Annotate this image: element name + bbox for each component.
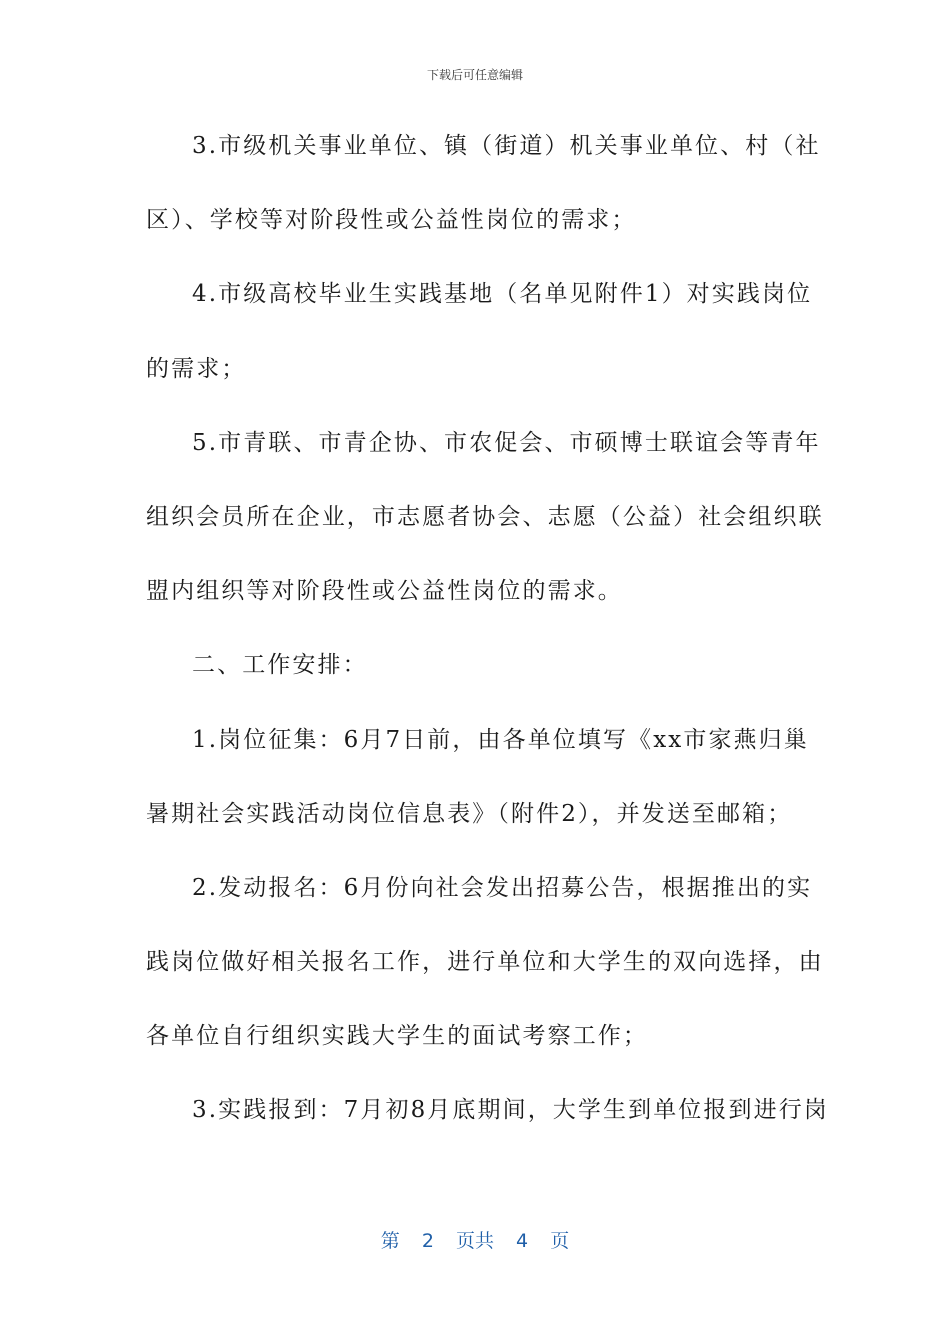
paragraph-line: 3.市级机关事业单位、镇（街道）机关事业单位、村（社 [192, 133, 821, 159]
document-body [146, 124, 829, 1163]
section-heading: 二、工作安排： [192, 652, 368, 679]
page-total: 4 [516, 1230, 529, 1252]
page-number-footer [0, 1226, 950, 1253]
paragraph-line: 4.市级高校毕业生实践基地（名单见附件1）对实践岗位 [192, 281, 813, 308]
paragraph-line: 各单位自行组织实践大学生的面试考察工作； [146, 1023, 648, 1050]
paragraph-line: 3.实践报到：7月初8月底期间，大学生到单位报到进行岗 [192, 1097, 829, 1124]
header-note: 下载后可任意编辑 [426, 68, 523, 82]
page-mid: 页共 [455, 1230, 494, 1252]
paragraph-line: 暑期社会实践活动岗位信息表》（附件2），并发送至邮箱； [146, 800, 793, 827]
paragraph-line: 区）、学校等对阶段性或公益性岗位的需求； [146, 207, 637, 234]
paragraph-line: 1.岗位征集：6月7日前，由各单位填写《xx市家燕归巢 [192, 726, 809, 753]
page-prefix: 第 [380, 1230, 400, 1252]
paragraph-line: 2.发动报名：6月份向社会发出招募公告，根据推出的实 [192, 874, 813, 901]
paragraph-line: 盟内组织等对阶段性或公益性岗位的需求。 [146, 578, 623, 605]
paragraph-line: 践岗位做好相关报名工作，进行单位和大学生的双向选择，由 [146, 949, 824, 976]
page-suffix: 页 [550, 1230, 570, 1252]
paragraph-line: 的需求； [146, 355, 247, 382]
paragraph-line: 5.市青联、市青企协、市农促会、市硕博士联谊会等青年 [192, 429, 821, 456]
paragraph-line: 组织会员所在企业，市志愿者协会、志愿（公益）社会组织联 [146, 503, 824, 530]
page-current: 2 [421, 1230, 434, 1252]
